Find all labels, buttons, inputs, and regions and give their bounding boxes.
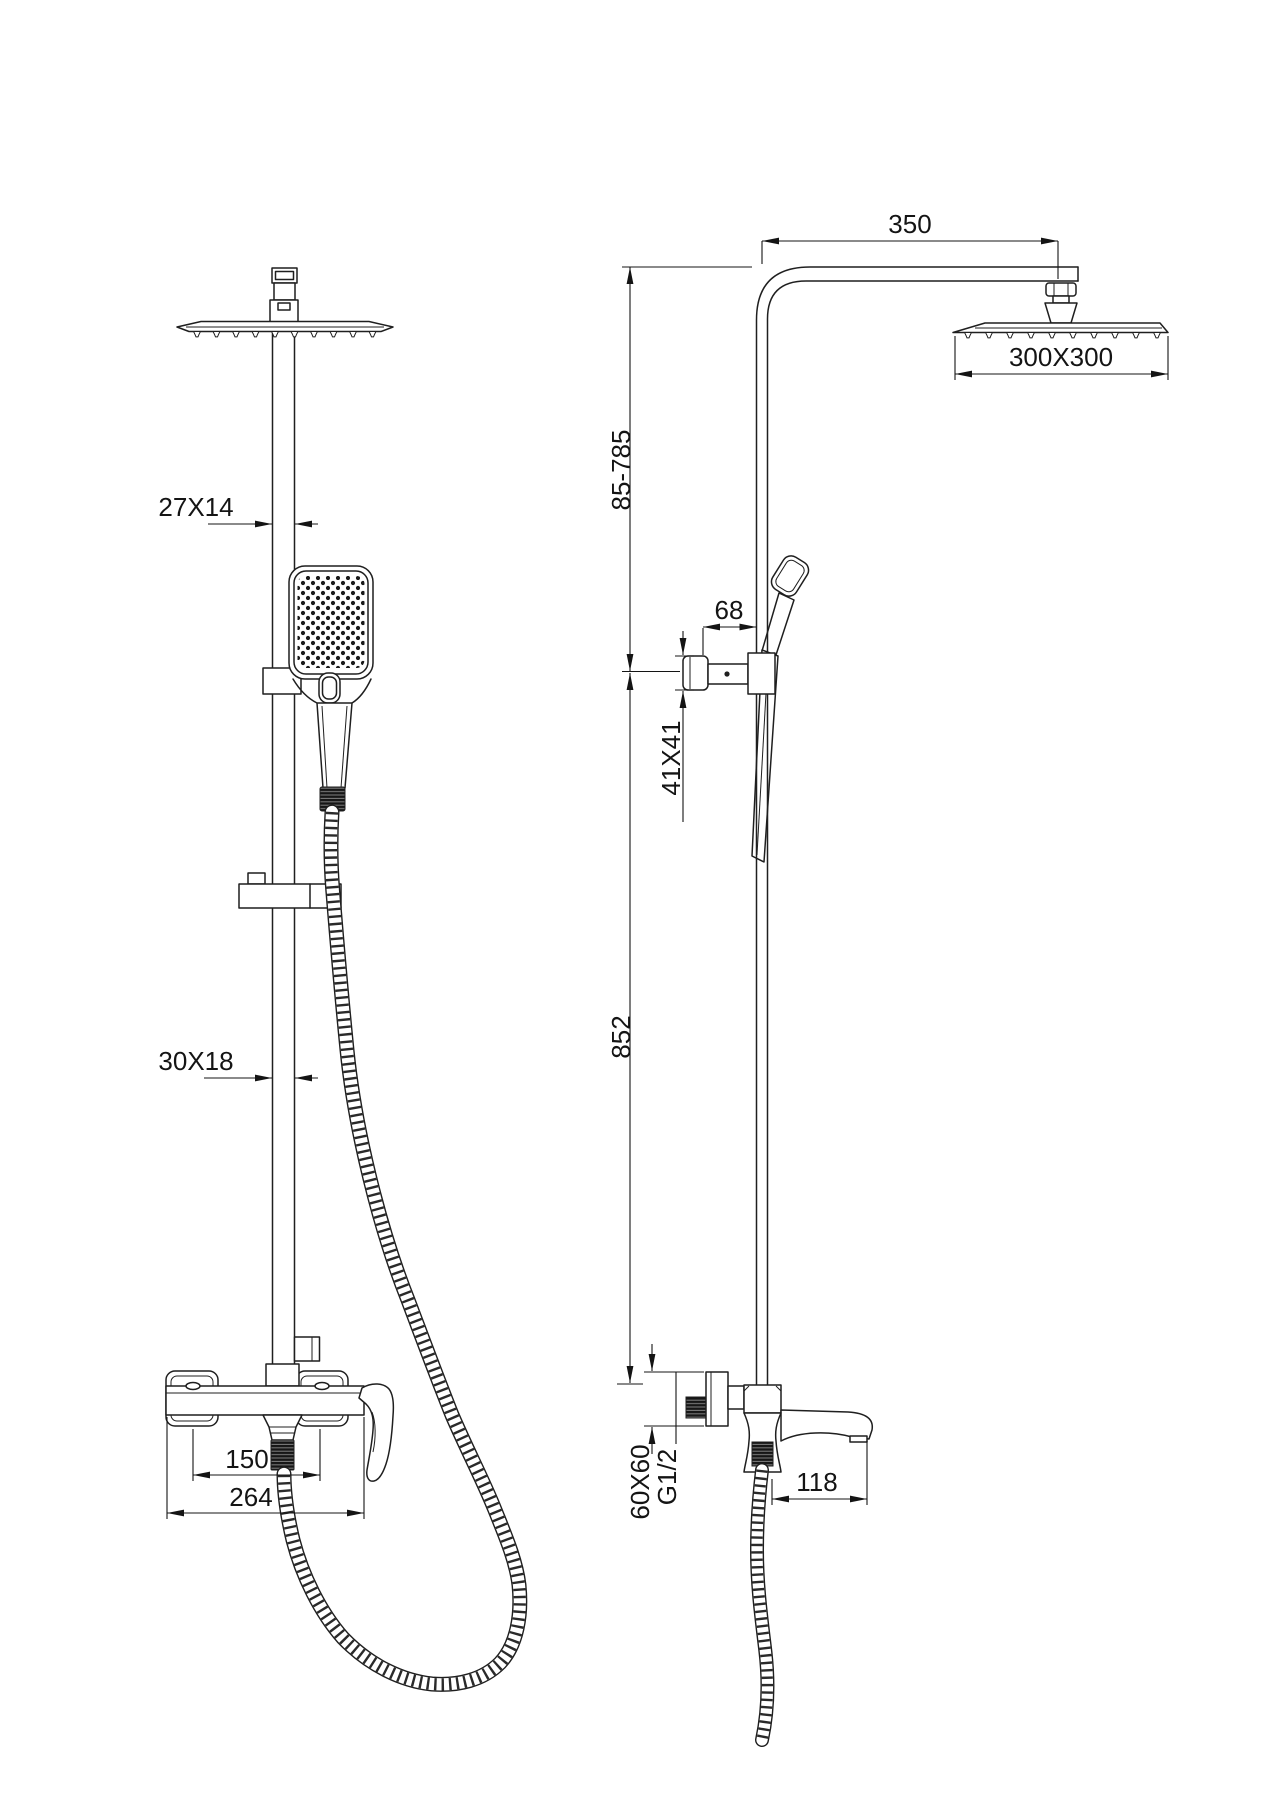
dim-escutcheon — [625, 1344, 704, 1520]
dim-riser-height — [606, 673, 643, 1384]
dim-label-head-size: 300X300 — [1008, 342, 1114, 372]
dimensions — [158, 209, 1168, 1520]
spray-nozzles-side — [965, 333, 1161, 338]
dim-label-body-width: 264 — [229, 1482, 273, 1512]
dim-label-escutcheon: 60X60 — [625, 1444, 655, 1520]
dim-hole-spacing — [193, 1429, 320, 1481]
mixer-side — [686, 1372, 872, 1472]
riser-pipe-front — [273, 332, 295, 1367]
wall-thread-g12 — [686, 1397, 706, 1418]
dim-label-height-adjust: 85-785 — [606, 429, 636, 511]
mixer-front — [166, 1337, 393, 1481]
dim-label-bracket-size: 41X41 — [656, 720, 686, 796]
hose-outlet-nut — [271, 1440, 294, 1470]
hand-shower-side — [752, 552, 812, 862]
spray-face — [298, 576, 365, 668]
riser-base-collar — [266, 1364, 299, 1386]
spray-nozzles-front — [194, 332, 376, 337]
shower-hose-front — [284, 812, 520, 1684]
dim-label-arm-reach: 350 — [888, 209, 932, 239]
mixer-body-side — [744, 1385, 781, 1413]
dim-label-riser-height: 852 — [606, 1015, 636, 1059]
head-ball-joint-side — [1045, 283, 1077, 323]
dim-label-bracket-offset: 68 — [714, 595, 744, 625]
dim-spout-reach — [772, 1441, 867, 1505]
dim-label-spout-reach: 118 — [796, 1467, 838, 1497]
diverter-knob — [295, 1337, 320, 1361]
shower-head-connector-front — [270, 268, 298, 322]
riser-and-arm-side — [757, 267, 1079, 1387]
front-view — [166, 268, 520, 1684]
hose-outlet-nut-side — [752, 1442, 773, 1466]
overhead-shower-front — [177, 322, 393, 337]
shower-hose-side — [757, 1470, 767, 1740]
wall-bracket-side — [683, 653, 775, 694]
dim-label-thread: G1/2 — [652, 1448, 682, 1506]
spout-outlet — [850, 1436, 867, 1442]
overhead-shower-side — [953, 323, 1168, 338]
mixer-body-front — [166, 1386, 364, 1415]
dim-label-upper-pipe: 27X14 — [158, 492, 234, 522]
wall-escutcheon — [706, 1372, 728, 1426]
union-nut — [728, 1386, 744, 1409]
dim-head-size — [955, 336, 1168, 380]
side-view — [683, 267, 1168, 1740]
dim-bracket-offset — [703, 595, 757, 655]
dim-arm-reach — [762, 209, 1058, 279]
dim-label-hole-spacing: 150 — [225, 1444, 269, 1474]
dim-label-lower-pipe: 30X18 — [158, 1046, 234, 1076]
